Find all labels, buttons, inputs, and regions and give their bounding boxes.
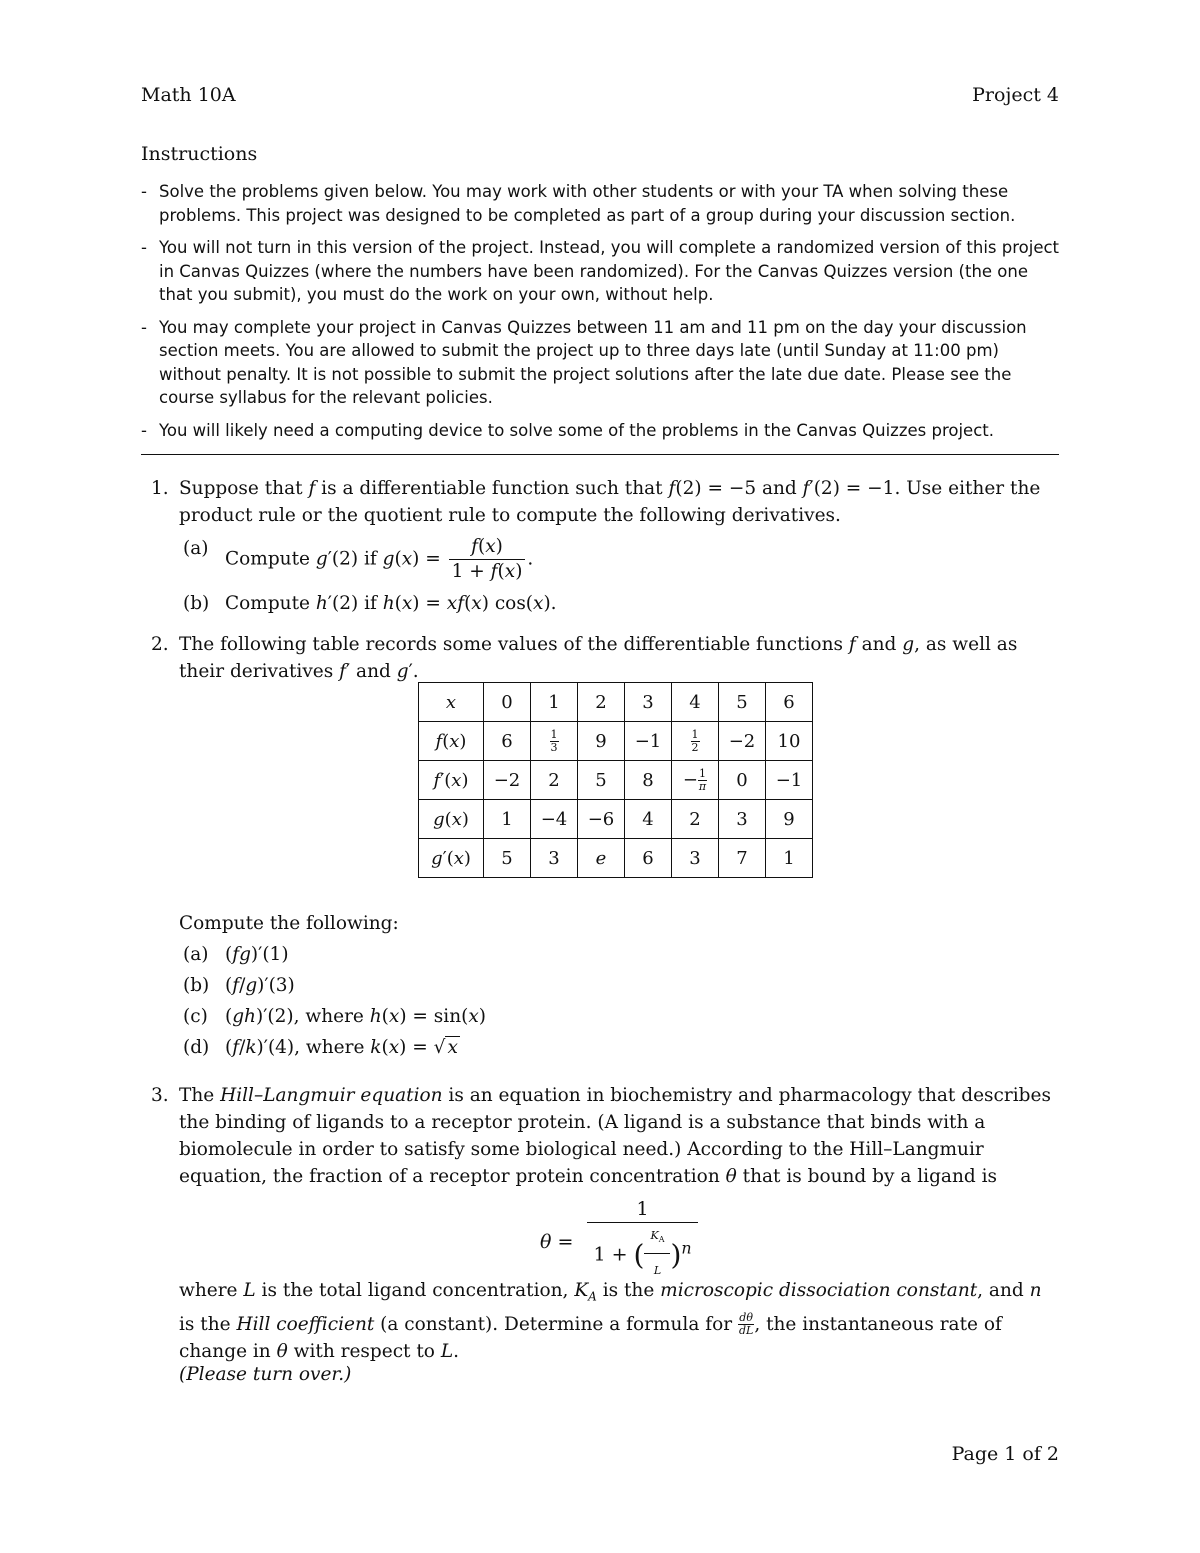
problem-number: 2. xyxy=(151,634,169,655)
subpart-label: (b) xyxy=(183,975,210,996)
bullet-dash: - xyxy=(141,238,147,257)
table-cell: 2 xyxy=(672,800,719,839)
problem-2b: (b) (f/g)′(3) xyxy=(179,972,486,999)
table-row xyxy=(419,683,813,722)
bullet-dash: - xyxy=(141,317,147,337)
table-cell: 5 xyxy=(578,761,625,800)
row-header: f(x) xyxy=(419,722,484,761)
problem-number: 3. xyxy=(151,1085,169,1106)
compute-intro: Compute the following: xyxy=(179,913,399,934)
table-cell: 4 xyxy=(672,683,719,722)
table-cell: 0 xyxy=(484,683,531,722)
turn-over-note: (Please turn over.) xyxy=(179,1364,352,1385)
instruction-text: You may complete your project in Canvas Quizzes between 11 am and 11 pm on the day your discussion section meets. You are allowed to submit the project up to three days late (until Sunday at 11:00 pm) without penalty. It is not possible to submit the project solutions after the late due date. Please see the course syllabus for the relevant policies. xyxy=(159,317,1027,407)
values-table xyxy=(418,682,813,878)
row-header: g(x) xyxy=(419,800,484,839)
subpart-label: (d) xyxy=(183,1037,210,1058)
table-cell: −2 xyxy=(484,761,531,800)
table-row xyxy=(419,800,813,839)
bullet-dash: - xyxy=(141,420,147,440)
table-row xyxy=(419,839,813,878)
instruction-text: Solve the problems given below. You may work with other students or with your TA when solving these problems. This project was designed to be completed as part of a group during your discussion section. xyxy=(159,182,1016,225)
problem-3-continuation: where L is the total ligand concentration, $K_A$ is the microscopic dissociation constant, and n is the Hill coefficient (a constant). Determine a formula for $\frac{d\theta}{dL}$ , the instantaneous rate of change in θ with respect to L. xyxy=(179,1280,1042,1362)
instruction-item xyxy=(141,236,1061,307)
instructions-heading: Instructions xyxy=(141,143,258,165)
problem-2-statement: The following table records some values of the differentiable functions f and g, as well as their derivatives f′ and g′. xyxy=(179,634,1018,682)
table-cell: 9 xyxy=(766,800,813,839)
table-cell: 7 xyxy=(719,839,766,878)
row-header: x xyxy=(419,683,484,722)
problem-2d: (d) (f/k)′(4), where k(x) = √ x xyxy=(179,1034,486,1061)
hill-langmuir-equation: θ = 1 1 + ( $\frac{K_A}{L}$ )$^n$ xyxy=(540,1196,698,1288)
table-cell: e xyxy=(578,839,625,878)
table-cell: 1 xyxy=(766,839,813,878)
table-row xyxy=(419,761,813,800)
table-cell: 3 xyxy=(672,839,719,878)
row-header: f′(x) xyxy=(419,761,484,800)
table-cell: 3 xyxy=(625,683,672,722)
table-cell: 2 xyxy=(531,761,578,800)
subpart-label: (a) xyxy=(183,538,209,559)
problem-3 xyxy=(141,1082,1059,1190)
instructions-list xyxy=(141,180,1061,451)
instruction-item xyxy=(141,180,1061,227)
row-header: g′(x) xyxy=(419,839,484,878)
instruction-text: You will not turn in this version of the project. Instead, you will complete a randomized version of this project in Canvas Quizzes (where the numbers have been randomized). For the Canvas Quizzes version (the one that you submit), you must do the work on your own, without help. xyxy=(159,238,1060,304)
table-cell: 8 xyxy=(625,761,672,800)
problem-2c: (c) (gh)′(2), where h(x) = sin(x) xyxy=(179,1003,486,1030)
subpart-label: (c) xyxy=(183,1006,208,1027)
table-cell: 9 xyxy=(578,722,625,761)
table-cell: 5 xyxy=(719,683,766,722)
table-cell: −6 xyxy=(578,800,625,839)
problem-1a: (a) Compute g′(2) if g(x) = $\frac{f(x)}{1 + f(x)}$ . xyxy=(183,536,534,582)
table-cell: 10 xyxy=(766,722,813,761)
table-cell: 0 xyxy=(719,761,766,800)
problem-3-statement: The Hill–Langmuir equation is an equation in biochemistry and pharmacology that describes the binding of ligands to a receptor protein. (A ligand is a substance that binds with a biomolecule in order to satisfy some biological need.) According to the Hill–Langmuir equation, the fraction of a receptor protein concentration θ that is bound by a ligand is xyxy=(179,1085,1051,1187)
table-cell: 5 xyxy=(484,839,531,878)
table-cell: − $\frac{1}{\pi}$ xyxy=(672,761,719,800)
table-cell: $\frac{1}{2}$ xyxy=(672,722,719,761)
table-cell: −4 xyxy=(531,800,578,839)
table-cell: 4 xyxy=(625,800,672,839)
fraction: $\frac{f(x)}{1 + f(x)}$ xyxy=(449,535,526,584)
table-cell: 1 xyxy=(531,683,578,722)
table-cell: 3 xyxy=(719,800,766,839)
bullet-dash: - xyxy=(141,182,147,201)
problem-1b: (b) Compute h′(2) if h(x) = xf(x) cos(x). xyxy=(179,590,1059,617)
problem-1 xyxy=(141,475,1059,685)
problem-number: 1. xyxy=(151,478,169,499)
table-row xyxy=(419,722,813,761)
subpart-label: (a) xyxy=(183,944,209,965)
table-cell: −1 xyxy=(625,722,672,761)
table-cell: 6 xyxy=(625,839,672,878)
page-number: Page 1 of 2 xyxy=(951,1443,1059,1465)
problem-2-compute xyxy=(179,910,486,1061)
problem-2a: (a) (fg)′(1) xyxy=(179,941,486,968)
table-cell: 6 xyxy=(766,683,813,722)
table-cell: $\frac{1}{3}$ xyxy=(531,722,578,761)
table-cell: 3 xyxy=(531,839,578,878)
instruction-item xyxy=(141,316,1061,410)
section-divider xyxy=(141,454,1059,455)
problem-2 xyxy=(141,631,1059,685)
problem-1-statement: Suppose that f is a differentiable function such that f(2) = −5 and f′(2) = −1. Use either the product rule or the quotient rule to compute the following derivatives. xyxy=(179,478,1041,526)
course-title: Math 10A xyxy=(141,84,236,106)
sqrt-expression: √ x xyxy=(433,1037,458,1058)
subpart-label: (b) xyxy=(183,593,210,614)
table-cell: 6 xyxy=(484,722,531,761)
table-cell: 2 xyxy=(578,683,625,722)
table-cell: −1 xyxy=(766,761,813,800)
project-title: Project 4 xyxy=(972,84,1059,106)
instruction-item xyxy=(141,419,1061,443)
instruction-text: You will likely need a computing device to solve some of the problems in the Canvas Quizzes project. xyxy=(159,420,994,440)
table-cell: −2 xyxy=(719,722,766,761)
table-cell: 1 xyxy=(484,800,531,839)
